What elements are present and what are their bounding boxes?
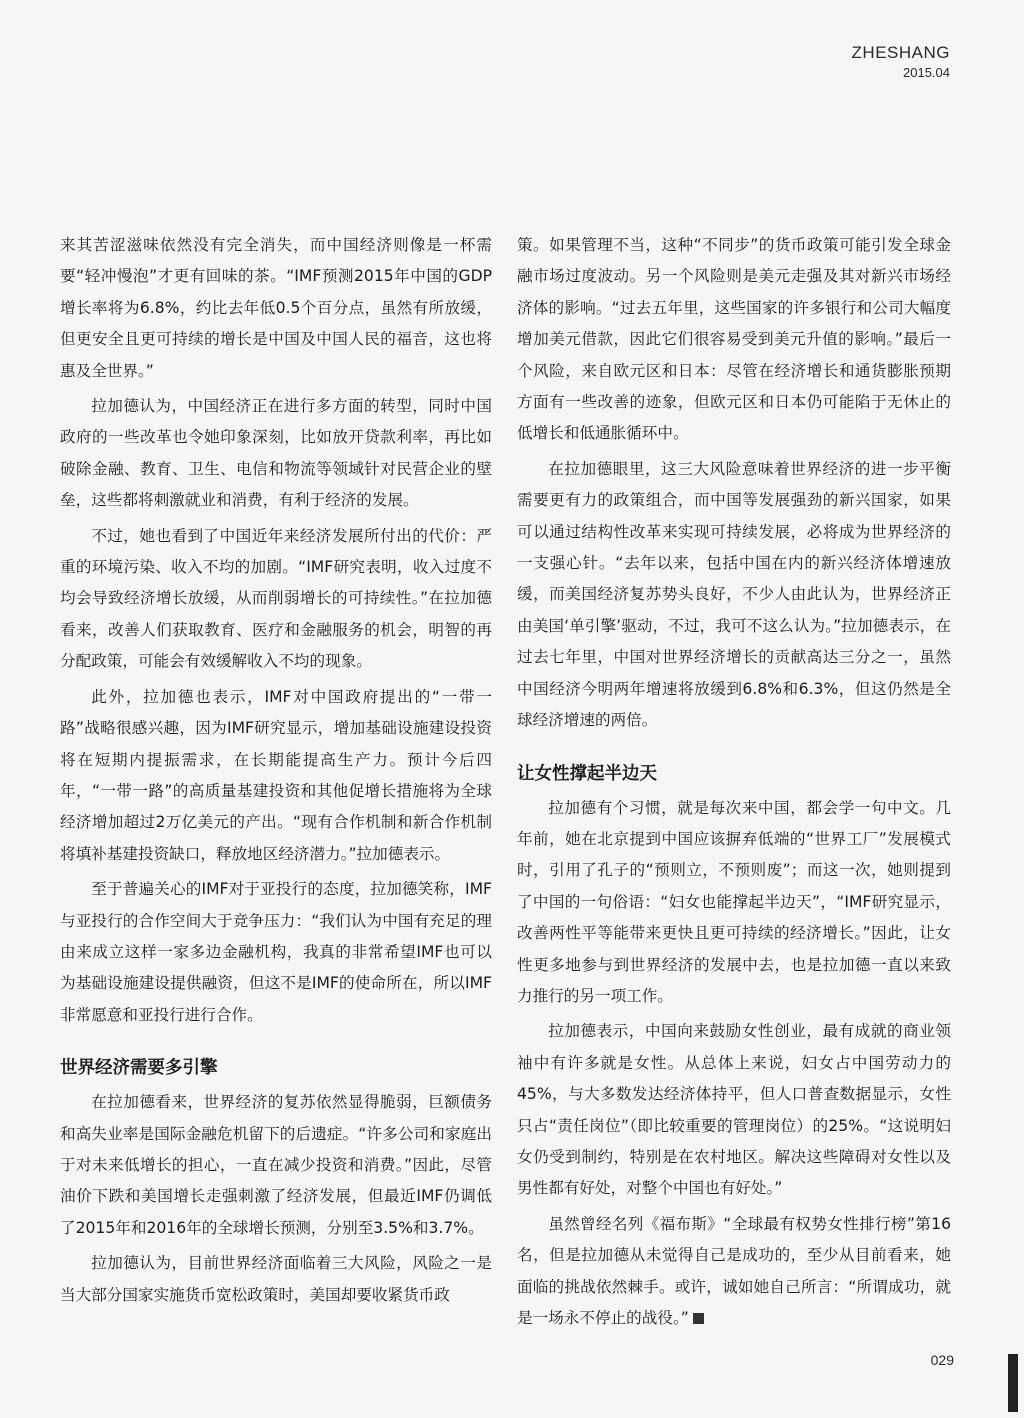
- magazine-name: ZHESHANG: [851, 43, 950, 62]
- last-paragraph: [517, 1209, 951, 1335]
- paragraph: 在拉加德眼里，这三大风险意味着世界经济的进一步平衡需要更有力的政策组合，而中国等发展强劲的新兴国家，如果可以通过结构性改革来实现可持续发展，必将成为世界经济的一支强心针。“去年以来，包括中国在内的新兴经济体增速放缓，而美国经济复苏势头良好，不少人由此认为，世界经济正由美国‘单引擎’驱动，不过，我可不这么认为。”拉加德表示，在过去七年里，中国对世界经济增长的贡献高达三分之一，虽然中国经济今明两年增速将放缓到6.8%和6.3%，但这仍然是全球经济增速的两倍。: [517, 459, 951, 730]
- section-heading: 世界经济需要多引擎: [60, 1058, 218, 1079]
- paragraph: 策。如果管理不当，这种“不同步”的货币政策可能引发全球金融市场过度波动。另一个风险则是美元走强及其对新兴市场经济体的影响。“过去五年里，这些国家的许多银行和公司大幅度增加美元借款，因此它们很容易受到美元升值的影响。”最后一个风险，来自欧元区和日本：尽管在经济增长和通货膨胀预期方面有一些改善的迹象，但欧元区和日本仍可能陷于无休止的低增长和低通胀循环中。: [517, 236, 951, 443]
- paragraph: 至于普遍关心的IMF对于亚投行的态度，拉加德笑称，IMF与亚投行的合作空间大于竞争压力：“我们认为中国有充足的理由来成立这样一家多边金融机构，我真的非常希望IMF也可以为基础设施建设提供融资，但这不是IMF的使命所在，所以IMF非常愿意和亚投行进行合作。: [60, 880, 492, 1024]
- section-heading: 让女性撑起半边天: [517, 763, 657, 784]
- right-column: [517, 230, 951, 1334]
- paragraph: 拉加德认为，目前世界经济面临着三大风险，风险之一是当大部分国家实施货币宽松政策时，美国却要收紧货币政: [60, 1254, 492, 1304]
- paragraph: 在拉加德看来，世界经济的复苏依然显得脆弱，巨额债务和高失业率是国际金融危机留下的后遗症。“许多公司和家庭出于对未来低增长的担心，一直在减少投资和消费。”因此，尽管油价下跌和美国增长走强刺激了经济发展，但最近IMF仍调低了2015年和2016年的全球增长预测，分别至3.5%和3.7%。: [60, 1093, 492, 1237]
- paragraph: 拉加德认为，中国经济正在进行多方面的转型，同时中国政府的一些改革也令她印象深刻，比如放开贷款利率，再比如破除金融、教育、卫生、电信和物流等领域针对民营企业的壁垒，这些都将刺激就业和消费，有利于经济的发展。: [60, 397, 492, 510]
- edge-tab-decoration: [1008, 1354, 1018, 1412]
- paragraph: 不过，她也看到了中国近年来经济发展所付出的代价：严重的环境污染、收入不均的加剧。“IMF研究表明，收入过度不均会导致经济增长放缓，从而削弱增长的可持续性。”在拉加德看来，改善人们获取教育、医疗和金融服务的机会，明智的再分配政策，可能会有效缓解收入不均的现象。: [60, 526, 492, 671]
- end-mark-icon: [693, 1313, 704, 1324]
- masthead: [852, 42, 950, 82]
- page-number: 029: [930, 1352, 954, 1368]
- issue-date: 2015.04: [903, 65, 950, 80]
- paragraph-text: 虽然曾经名列《福布斯》“全球最有权势女性排行榜”第16名，但是拉加德从未觉得自己是成功的，至少从目前看来，她面临的挑战依然棘手。或许，诚如她自己所言：“所谓成功，就是一场永不停止的战役。”: [517, 1214, 951, 1327]
- left-column: [60, 230, 492, 1311]
- paragraph: 此外，拉加德也表示，IMF对中国政府提出的“一带一路”战略很感兴趣，因为IMF研究显示，增加基础设施建设投资将在短期内提振需求，在长期能提高生产力。预计今后四年，“一带一路”的高质量基建投资和其他促增长措施将为全球经济增加超过2万亿美元的产出。“现有合作机制和新合作机制将填补基建投资缺口，释放地区经济潜力。”拉加德表示。: [60, 687, 492, 863]
- paragraph: 拉加德有个习惯，就是每次来中国，都会学一句中文。几年前，她在北京提到中国应该摒弃低端的“世界工厂”发展模式时，引用了孔子的“预则立，不预则废”；而这一次，她则提到了中国的一句俗语：“妇女也能撑起半边天”，“IMF研究显示，改善两性平等能带来更快且更可持续的经济增长。”因此，让女性更多地参与到世界经济的发展中去，也是拉加德一直以来致力推行的另一项工作。: [517, 798, 951, 1005]
- paragraph: 拉加德表示，中国向来鼓励女性创业，最有成就的商业领袖中有许多就是女性。从总体上来说，妇女占中国劳动力的45%，与大多数发达经济体持平，但人口普查数据显示，女性只占“责任岗位”（即比较重要的管理岗位）的25%。“这说明妇女仍受到制约，特别是在农村地区。解决这些障碍对女性以及男性都有好处，对整个中国也有好处。”: [517, 1022, 951, 1198]
- paragraph: 来其苦涩滋味依然没有完全消失，而中国经济则像是一杯需要“轻冲慢泡”才更有回味的茶。“IMF预测2015年中国的GDP增长率将为6.8%，约比去年低0.5个百分点，虽然有所放缓，但更安全且更可持续的增长是中国及中国人民的福音，这也将惠及全世界。”: [60, 236, 492, 380]
